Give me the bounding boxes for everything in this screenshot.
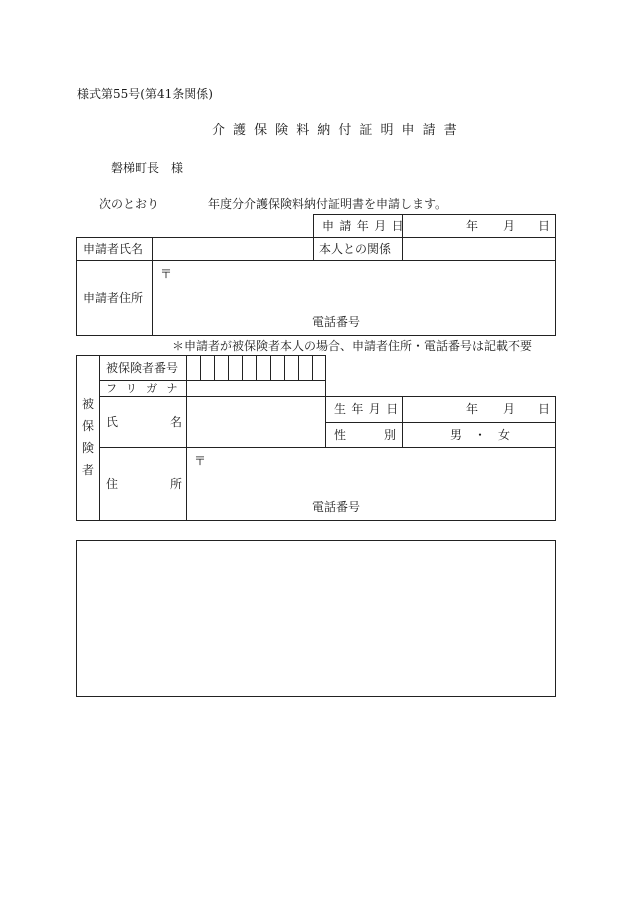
furigana-field[interactable] [187, 381, 325, 396]
sex-label-1: 性 [334, 428, 347, 442]
sex-options[interactable]: 男 ・ 女 [450, 428, 511, 442]
applicant-name-field[interactable] [153, 238, 313, 260]
application-date-day: 日 [538, 219, 551, 233]
application-date-label: 申請年月日 [322, 219, 410, 233]
insured-side-label: 被 保 険 者 [81, 397, 94, 477]
insured-postal-mark: 〒 [194, 454, 207, 468]
relation-label: 本人との関係 [319, 242, 392, 256]
application-date-year: 年 [466, 219, 479, 233]
insured-name-label-2: 名 [170, 415, 183, 429]
insured-number-label: 被保険者番号 [106, 361, 179, 375]
insured-name-field[interactable] [187, 397, 325, 447]
insured-number-field[interactable] [187, 356, 325, 380]
intro-suffix: 年度分介護保険料納付証明書を申請します。 [208, 197, 448, 211]
intro-prefix: 次のとおり [99, 197, 160, 211]
birth-date-day: 日 [538, 402, 551, 416]
applicant-postal-mark: 〒 [160, 267, 173, 281]
remarks-box[interactable] [76, 540, 556, 697]
applicant-address-label: 申請者住所 [83, 291, 144, 305]
form-number: 様式第55号(第41条関係) [77, 87, 213, 101]
insured-address-label-2: 所 [170, 477, 183, 491]
relation-field[interactable] [403, 238, 555, 260]
applicant-note: ＊申請者が被保険者本人の場合、申請者住所・電話番号は記載不要 [172, 339, 533, 353]
applicant-name-label: 申請者氏名 [83, 242, 144, 256]
insured-address-field[interactable] [187, 448, 555, 520]
birth-date-year: 年 [466, 402, 479, 416]
furigana-label: フリガナ [106, 382, 187, 395]
applicant-address-field[interactable] [153, 261, 555, 335]
sex-label-2: 別 [384, 428, 397, 442]
birth-date-month: 月 [503, 402, 516, 416]
applicant-phone-label: 電話番号 [312, 315, 361, 329]
birth-date-label: 生年月日 [334, 402, 404, 416]
birth-date-field[interactable] [403, 397, 555, 422]
insured-phone-label: 電話番号 [312, 500, 361, 514]
application-date-month: 月 [503, 219, 516, 233]
insured-name-label-1: 氏 [106, 415, 119, 429]
addressee: 磐梯町長 様 [111, 161, 184, 175]
form-title: 介護保険料納付証明申請書 [212, 123, 465, 138]
application-date-field[interactable] [403, 215, 555, 237]
insured-address-label-1: 住 [106, 477, 119, 491]
